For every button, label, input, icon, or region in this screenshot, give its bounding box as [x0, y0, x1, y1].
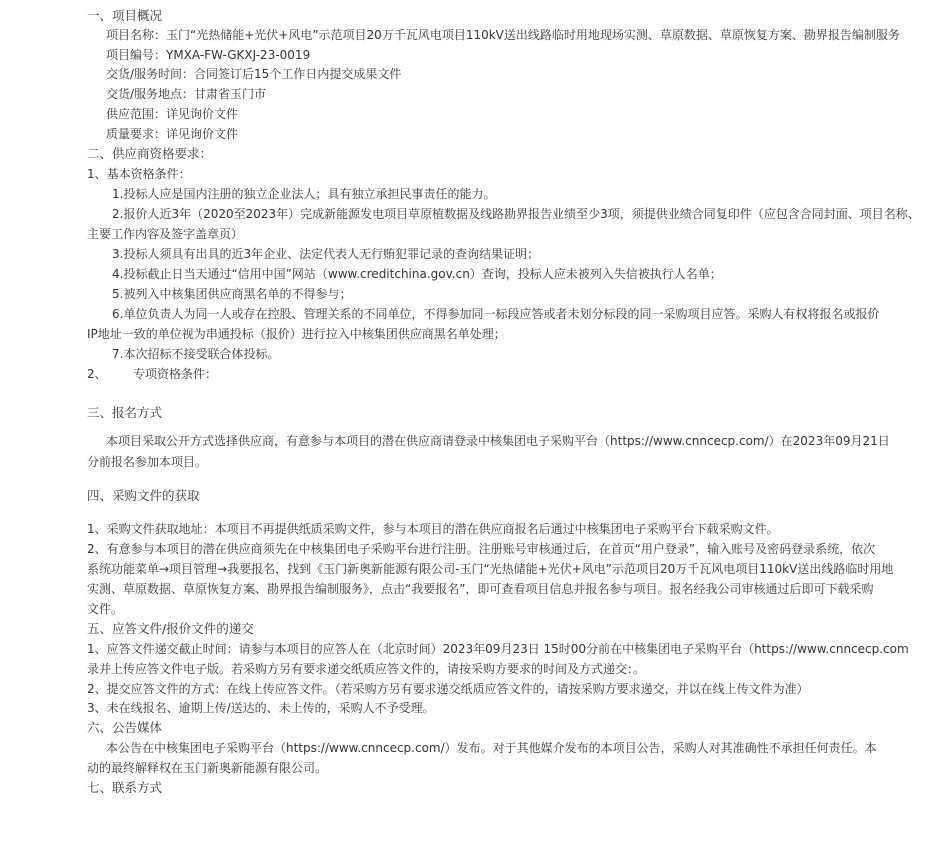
basic-qualification-title: 1、基本资格条件：	[87, 167, 191, 181]
section-heading-qualifications: 二、供应商资格要求：	[87, 146, 213, 161]
quality-requirement: 质量要求：详见询价文件	[106, 127, 239, 141]
media-text: 本公告在中核集团电子采购平台（https://www.cnncecp.com/）发布。对于其他媒介发布的本项目公告，采购人对其准确性不承担任何责任。本	[106, 741, 877, 755]
submission-para-1-cont: 录并上传应答文件电子版。若采购方另有要求递交纸质应答文件的，请按采购方要求的时间及方式递交：。	[87, 662, 646, 676]
section-heading-documents: 四、采购文件的获取	[87, 488, 200, 503]
section-heading-contact: 七、联系方式	[87, 780, 163, 795]
delivery-time: 交货/服务时间：合同签订后15个工作日内提交成果文件	[106, 67, 402, 81]
media-text-cont: 动的最终解释权在玉门新奥新能源有限公司。	[87, 761, 328, 775]
registration-text-cont: 分前报名参加本项目。	[87, 455, 208, 469]
supply-scope: 供应范围：详见询价文件	[106, 107, 239, 121]
section-heading-overview: 一、项目概况	[87, 8, 163, 23]
registration-text: 本项目采取公开方式选择供应商，有意参与本项目的潜在供应商请登录中核集团电子采购平台（https://www.cnncecp.com/）在2023年09月21日	[106, 434, 890, 448]
qualification-item-4: 4.投标截止日当天通过“信用中国”网站（www.creditchina.gov.cn）查询，投标人应未被列入失信被执行人名单；	[112, 267, 722, 281]
documents-para-1: 1、采购文件获取地址：本项目不再提供纸质采购文件，参与本项目的潜在供应商报名后通过中核集团电子采购平台下载采购文件。	[87, 522, 779, 536]
special-qualification-title: 专项资格条件：	[133, 367, 218, 381]
section-heading-submission: 五、应答文件/报价文件的递交	[87, 621, 254, 636]
project-name: 项目名称：玉门“光热储能+光伏+风电”示范项目20万千瓦风电项目110kV送出线路临时用地现场实测、草原数据、草原恢复方案、勘界报告编制服务	[106, 28, 900, 42]
section-heading-media: 六、公告媒体	[87, 720, 163, 735]
documents-para-2: 2、有意参与本项目的潜在供应商须先在中核集团电子采购平台进行注册。注册账号审核通过后，在首页“用户登录”，输入账号及密码登录系统，依次	[87, 542, 876, 556]
submission-para-2: 2、提交应答文件的方式：在线上传应答文件。（若采购方另有要求递交纸质应答文件的，请按采购方要求递交，并以在线上传文件为准）	[87, 682, 809, 696]
documents-para-2-line-4: 文件。	[87, 602, 124, 616]
qualification-item-6-cont: IP地址一致的单位视为串通投标（报价）进行拉入中核集团供应商黑名单处理；	[87, 327, 506, 341]
qualification-item-6: 6.单位负责人为同一人或存在控股、管理关系的不同单位，不得参加同一标段应答或者未划分标段的同一采购项目应答。采购人有权将报名或报价	[112, 307, 880, 321]
special-qualification-number: 2、	[87, 367, 107, 381]
documents-para-2-line-3: 实测、草原数据、草原恢复方案、勘界报告编制服务》，点击“我要报名”，即可查看项目信息并报名参与项目。报名经我公司审核通过后即可下载采购	[87, 582, 874, 596]
qualification-item-2: 2.报价人近3年（2020至2023年）完成新能源发电项目草原植数据及线路勘界报告业绩至少3项，须提供业绩合同复印件（应包含合同封面、项目名称、	[112, 207, 920, 221]
qualification-item-1: 1.投标人应是国内注册的独立企业法人；具有独立承担民事责任的能力。	[112, 187, 496, 201]
documents-para-2-line-2: 系统功能菜单→项目管理→我要报名，找到《玉门新奥新能源有限公司-玉门“光热储能+光伏+风电”示范项目20万千瓦风电项目110kV送出线路临时用地	[87, 562, 894, 576]
qualification-item-3: 3.投标人须具有出具的近3年企业、法定代表人无行贿犯罪记录的查询结果证明；	[112, 247, 540, 261]
qualification-item-2-cont: 主要工作内容及签字盖章页）	[87, 227, 244, 241]
qualification-item-5: 5.被列入中核集团供应商黑名单的不得参与；	[112, 287, 352, 301]
project-number: 项目编号：YMXA-FW-GKXJ-23-0019	[106, 48, 311, 62]
section-heading-registration: 三、报名方式	[87, 405, 163, 420]
delivery-place: 交货/服务地点：甘肃省玉门市	[106, 87, 267, 101]
submission-para-3: 3、未在线报名、逾期上传/送达的、未上传的，采购人不予受理。	[87, 701, 435, 715]
qualification-item-7: 7.本次招标不接受联合体投标。	[112, 347, 280, 361]
submission-para-1: 1、应答文件递交截止时间：请参与本项目的应答人在（北京时间）2023年09月23日 15时00分前在中核集团电子采购平台（https://www.cnncecp.com	[87, 642, 909, 656]
